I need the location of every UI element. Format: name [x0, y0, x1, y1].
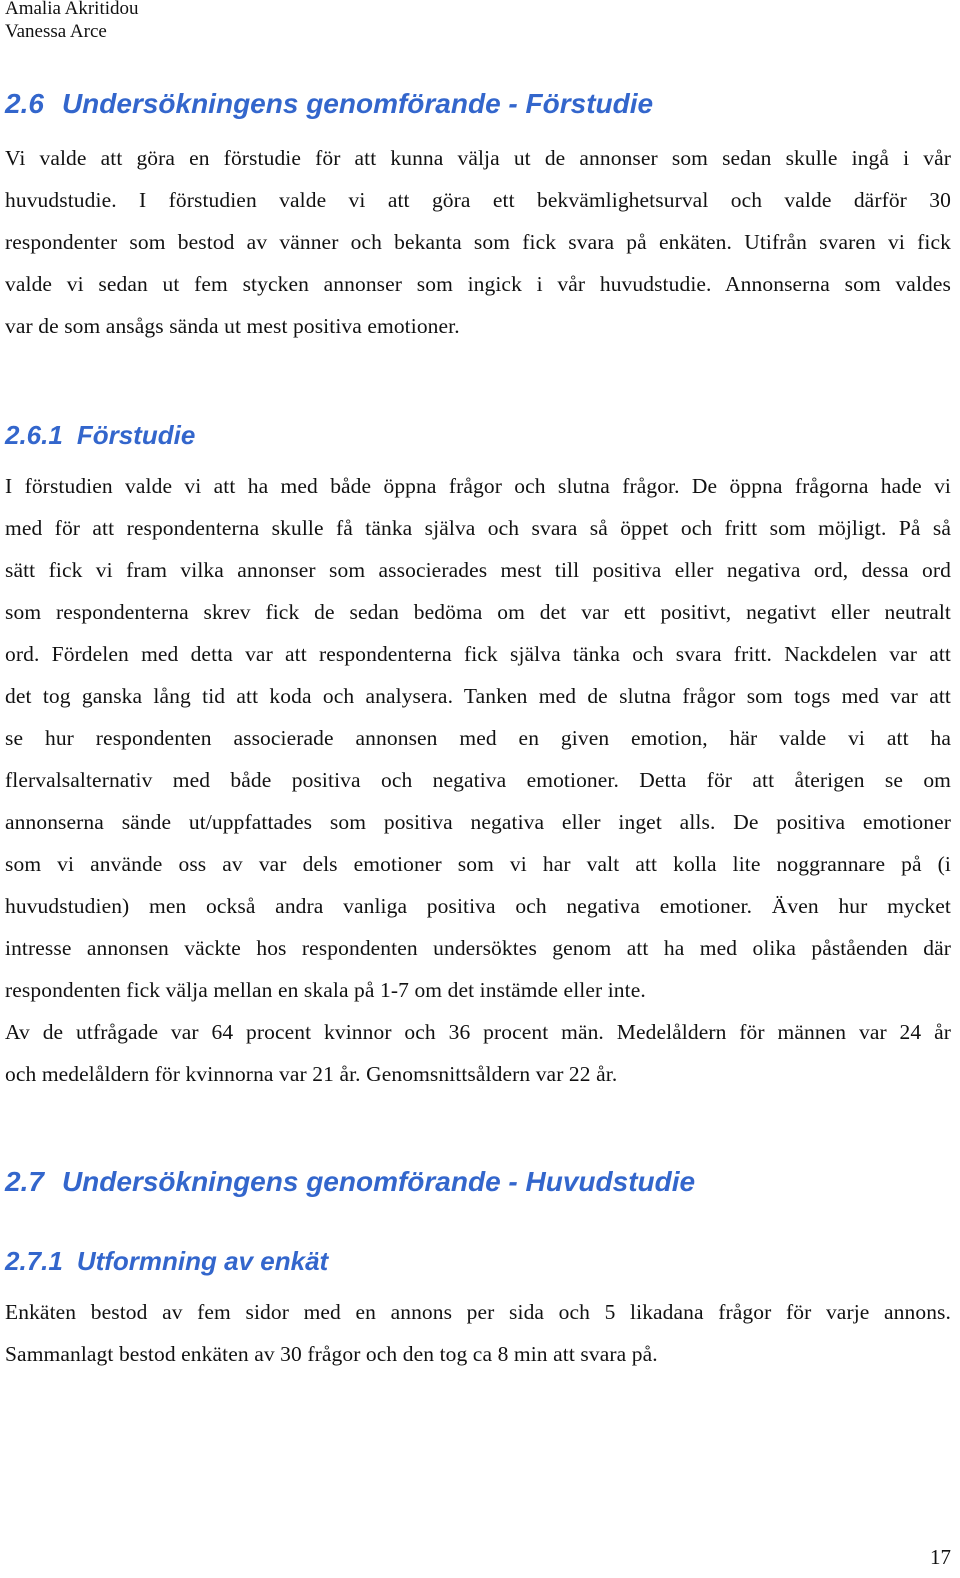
- paragraph-line: Sammanlagt bestod enkäten av 30 frågor och den tog ca 8 min att svara på.: [5, 1342, 658, 1366]
- paragraph-line: annonserna sände ut/uppfattades som positiva negativa eller inget alls. De positiva emotioner: [5, 810, 951, 834]
- paragraph-line: sätt fick vi fram vilka annonser som associerades mest till positiva eller negativa ord, dessa ord: [5, 558, 951, 582]
- author-header: [5, 0, 139, 43]
- paragraph-line: valde vi sedan ut fem stycken annonser som ingick i vår huvudstudie. Annonserna som valdes: [5, 272, 951, 296]
- paragraph-line: som respondenterna skrev fick de sedan bedöma om det var ett positivt, negativt eller neutralt: [5, 600, 951, 624]
- paragraph-line: och medelåldern för kvinnorna var 21 år. Genomsnittsåldern var 22 år.: [5, 1062, 618, 1086]
- section-title: Undersökningens genomförande - Huvudstudie: [61, 1166, 696, 1197]
- page-number: 17: [930, 1545, 951, 1569]
- paragraph-line: intresse annonsen väckte hos respondenten undersöktes genom att ha med olika påståenden där: [5, 936, 951, 960]
- section-heading-2-7-1: [5, 1245, 328, 1277]
- paragraph-line: flervalsalternativ med både positiva och negativa emotioner. Detta för att återigen se om: [5, 768, 951, 792]
- paragraph-line: huvudstudien) men också andra vanliga positiva och negativa emotioner. Även hur mycket: [5, 894, 951, 918]
- paragraph-line: som vi använde oss av var dels emotioner som vi har valt att kolla lite noggrannare på (i: [5, 852, 951, 876]
- paragraph-line: se hur respondenten associerade annonsen med en given emotion, här valde vi att ha: [5, 726, 951, 750]
- paragraph-line: med för att respondenterna skulle få tänka själva och svara så öppet och fritt som möjligt. På så: [5, 516, 951, 540]
- section-number: 2.6: [5, 88, 44, 119]
- paragraph-line: det tog ganska lång tid att koda och analysera. Tanken med de slutna frågor som togs med var att: [5, 684, 951, 708]
- paragraph-line: respondenten fick välja mellan en skala på 1-7 om det instämde eller inte.: [5, 978, 646, 1002]
- section-2-6-1-paragraph: [5, 465, 951, 1095]
- section-2-7-1-paragraph: [5, 1291, 951, 1375]
- paragraph-line: var de som ansågs sända ut mest positiva emotioner.: [5, 314, 460, 338]
- author-name: Amalia Akritidou: [5, 0, 139, 19]
- section-heading-2-6: [5, 87, 653, 121]
- paragraph-line: Av de utfrågade var 64 procent kvinnor och 36 procent män. Medelåldern för männen var 24 år: [5, 1020, 951, 1044]
- section-title: Undersökningens genomförande - Förstudie: [61, 88, 654, 119]
- paragraph-line: I förstudien valde vi att ha med både öppna frågor och slutna frågor. De öppna frågorna hade vi: [5, 474, 951, 498]
- section-number: 2.7: [5, 1166, 44, 1197]
- author-name: Vanessa Arce: [5, 21, 107, 42]
- section-number: 2.6.1: [5, 420, 63, 450]
- section-number: 2.7.1: [5, 1246, 63, 1276]
- section-title: Utformning av enkät: [76, 1246, 329, 1276]
- paragraph-line: respondenter som bestod av vänner och bekanta som fick svara på enkäten. Utifrån svaren vi fick: [5, 230, 951, 254]
- paragraph-line: ord. Fördelen med detta var att respondenterna fick själva tänka och svara fritt. Nackdelen var att: [5, 642, 951, 666]
- paragraph-line: Enkäten bestod av fem sidor med en annons per sida och 5 likadana frågor för varje annons.: [5, 1300, 951, 1324]
- section-heading-2-6-1: [5, 419, 195, 451]
- section-heading-2-7: [5, 1165, 695, 1199]
- paragraph-line: huvudstudie. I förstudien valde vi att göra ett bekvämlighetsurval och valde därför 30: [5, 188, 951, 212]
- section-2-6-paragraph: [5, 137, 951, 347]
- section-title: Förstudie: [76, 420, 196, 450]
- paragraph-line: Vi valde att göra en förstudie för att kunna välja ut de annonser som sedan skulle ingå i vår: [5, 146, 951, 170]
